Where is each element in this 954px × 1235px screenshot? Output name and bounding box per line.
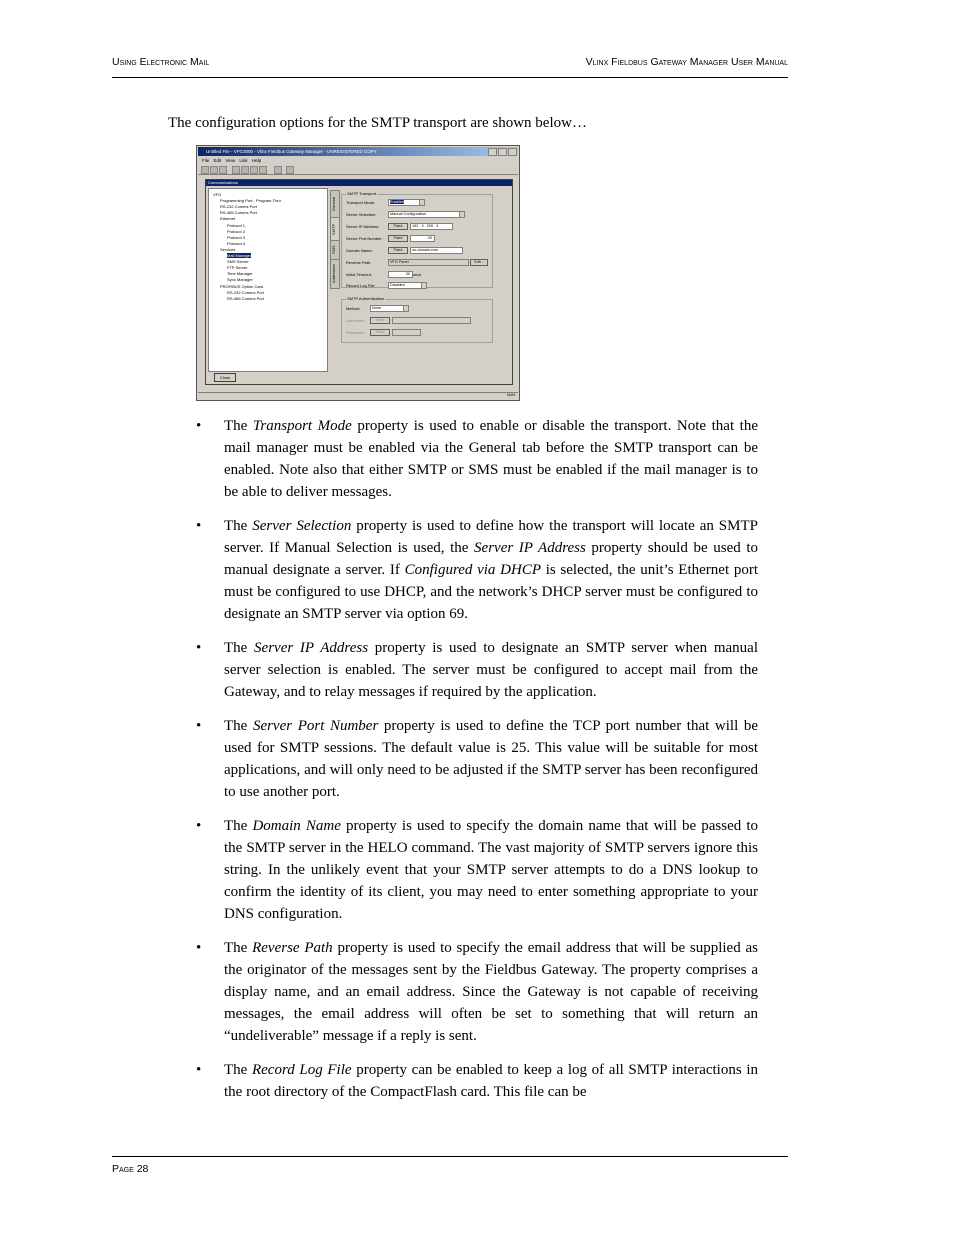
tree-node: Sync Manager (227, 277, 253, 283)
toolbar (198, 165, 518, 175)
property-tabs (330, 190, 338, 370)
transport-mode-select (388, 199, 425, 206)
text: property is used to specify the email address that will be supplied as the originator of the messages sent by the Fieldbus Gateway. The property comprises a display name, and an email address. Since the Gateway is not capable of receiving messages, the email address will often be set to something that will return an “undeliverable” message if a reply is sent. (224, 940, 758, 1044)
text: property is used to designate an SMTP server when manual server selection is enabled. The server must be configured to accept mail from the Gateway, and to relay messages if required by the application. (224, 640, 758, 700)
bullet-icon: • (196, 818, 202, 834)
chevron-down-icon (421, 283, 426, 288)
text: The (224, 1062, 252, 1078)
bullet-icon: • (196, 640, 202, 656)
header-right: Vlinx Fieldbus Gateway Manager User Manual (585, 56, 788, 68)
header-left: Using Electronic Mail (112, 56, 210, 68)
tree-node: Protocol 2 (227, 228, 246, 234)
bullet-icon: • (196, 718, 202, 734)
chevron-down-icon (459, 212, 464, 217)
record-log-select (388, 282, 427, 289)
menu-bar: File Edit View Link Help (202, 158, 262, 163)
term: Domain Name (252, 818, 341, 834)
password-input (392, 329, 421, 336)
link-icon (286, 166, 294, 174)
communications-dialog (205, 179, 513, 385)
initial-timeout-input: 30 (388, 271, 413, 278)
server-port-input: 25 (410, 235, 435, 242)
property-list (196, 415, 758, 1115)
method-select (370, 305, 409, 312)
edit-button: Edit... (470, 259, 488, 266)
cut-icon (232, 166, 240, 174)
tree-node: Protocol 4 (227, 240, 246, 246)
server-ip-label: Server IP Address: (346, 224, 380, 229)
maximize-icon (498, 148, 507, 156)
paste-icon (250, 166, 258, 174)
text: property is used to define how the transport will locate an SMTP server. If Manual Selection is used, the (224, 518, 758, 556)
transport-mode-label: Transport Mode: (346, 200, 376, 205)
text: property is used to enable or disable the transport. Note that the mail manager must be enabled via the General tab before the SMTP transport can be enabled. Note also that either SMTP or SMS must be enabled if the mail manager is to be able to deliver messages. (224, 418, 758, 500)
page-number: Page 28 (112, 1163, 149, 1175)
list-item (196, 637, 758, 703)
text: property is used to specify the domain name that will be passed to the SMTP server in the HELO command. The vast majority of SMTP servers ignore this string. In the unlikely event that your SMTP server attempts to do a DNS lookup to confirm the identity of its client, you may need to enter something appropriate to your DNS configuration. (224, 818, 758, 922)
bullet-icon: • (196, 1062, 202, 1078)
username-label: Username: (346, 318, 366, 323)
server-selection-label: Server Selection: (346, 212, 377, 217)
delete-icon (259, 166, 267, 174)
term: Record Log File (251, 1062, 352, 1078)
domain-name-mode: Fixed (388, 247, 408, 254)
timeout-unit: secs (413, 272, 422, 277)
tree-node: RS-485 Comms Port (227, 295, 264, 301)
group-caption: SMTP Authentication (347, 296, 385, 301)
text: The (224, 518, 253, 534)
text: property can be enabled to keep a log of all SMTP interactions in the root directory of the CompactFlash card. This file can be (224, 1062, 758, 1100)
tree-node: PROFIBUS Option Card (220, 283, 264, 289)
method-value: None (372, 306, 382, 310)
bullet-icon: • (196, 940, 202, 956)
open-icon (210, 166, 218, 174)
server-port-label: Server Port Number: (346, 236, 383, 241)
method-label: Method: (346, 306, 361, 311)
text: property is used to define the TCP port number that will be used for SMTP sessions. The default value is 25. This value will be suitable for most applications, and will only need to be adjusted if the SMTP server has been reconfigured to use another port. (224, 718, 758, 800)
text: The (224, 418, 253, 434)
chevron-down-icon (419, 200, 424, 205)
tree-node: Services (220, 246, 236, 252)
server-selection-select (388, 211, 465, 218)
app-screenshot (196, 145, 520, 401)
undo-icon (274, 166, 282, 174)
tree-node: Ethernet (220, 216, 236, 222)
term: Reverse Path (252, 940, 333, 956)
minimize-icon (488, 148, 497, 156)
tab-sms: SMS (330, 240, 340, 260)
dialog-title: Communications (206, 180, 512, 186)
text: is selected, the unit’s Ethernet port must be configured to use DHCP, and the network’s DHCP server must be configured to designate an SMTP server via option 69. (224, 562, 758, 622)
text: The (224, 718, 253, 734)
domain-name-input: no-domain.com (410, 247, 463, 254)
transport-mode-value: Enabled (390, 200, 404, 204)
chevron-down-icon (403, 306, 408, 311)
save-icon (219, 166, 227, 174)
server-port-mode: Fixed (388, 235, 408, 242)
term: Server Selection (252, 518, 352, 534)
close-button: Close (214, 373, 236, 382)
copy-icon (241, 166, 249, 174)
tab-general: General (330, 190, 340, 218)
term: Server IP Address (254, 640, 369, 656)
text: property should be used to manual designate a server. If (224, 540, 758, 578)
text: The (224, 818, 253, 834)
device-tree (208, 188, 328, 372)
list-item (196, 415, 758, 503)
bullet-icon: • (196, 518, 202, 534)
text: The (224, 940, 253, 956)
window-title: Untitled File - VFG3000 - Vlinx Fieldbus Gateway Manager - UNREGISTERED COPY (206, 149, 377, 154)
tab-smtp: SMTP (330, 217, 340, 241)
running-header (112, 56, 788, 70)
server-ip-input: 192 . 9 . 200 . 4 (410, 223, 453, 230)
intro-paragraph: The configuration options for the SMTP transport are shown below… (168, 115, 587, 131)
tree-node: RS-232 Comms Port (227, 289, 264, 295)
tree-node: Mail Manager (227, 253, 252, 258)
tab-addresses: Addresses (330, 259, 340, 289)
smtp-transport-group (341, 191, 493, 288)
server-selection-value: Manual Configuration (390, 212, 427, 216)
bullet-icon: • (196, 418, 202, 434)
new-icon (201, 166, 209, 174)
header-rule (112, 77, 788, 78)
tree-node: Time Manager (227, 271, 253, 277)
term: Transport Mode (252, 418, 352, 434)
list-item (196, 815, 758, 925)
password-mode: Fixed (370, 329, 390, 336)
server-ip-mode: Fixed (388, 223, 408, 230)
list-item (196, 715, 758, 803)
tree-node: SMS Server (227, 259, 249, 265)
term: Server Port Number (252, 718, 379, 734)
term: Configured via DHCP (404, 562, 541, 578)
smtp-auth-group (341, 296, 493, 343)
term: Server IP Address (474, 540, 586, 556)
list-item (196, 1059, 758, 1103)
tree-node: RS-485 Comms Port (220, 210, 257, 216)
list-item (196, 937, 758, 1047)
list-item (196, 515, 758, 625)
footer-rule (112, 1156, 788, 1157)
window-titlebar (198, 147, 518, 156)
tree-node: Protocol 3 (227, 234, 246, 240)
record-log-value: Disabled (390, 283, 405, 287)
username-input (392, 317, 471, 324)
reverse-path-input: VFG Panel (388, 259, 469, 266)
status-bar: NUM (198, 392, 518, 399)
reverse-path-label: Reverse Path: (346, 260, 372, 265)
text: The (224, 640, 255, 656)
tree-node: RS-232 Comms Port (220, 204, 257, 210)
record-log-label: Record Log File: (346, 283, 376, 288)
domain-name-label: Domain Name: (346, 248, 373, 253)
tree-node: Programming Port - Program-Thru (220, 198, 281, 204)
group-caption: SMTP Transport (347, 191, 377, 196)
close-icon (508, 148, 517, 156)
tree-node: Protocol 1 (227, 222, 246, 228)
username-mode: Fixed (370, 317, 390, 324)
password-label: Password: (346, 330, 365, 335)
initial-timeout-label: Initial Timeout: (346, 272, 372, 277)
tree-node: VFG (213, 192, 222, 197)
tree-node: FTP Server (227, 265, 248, 271)
